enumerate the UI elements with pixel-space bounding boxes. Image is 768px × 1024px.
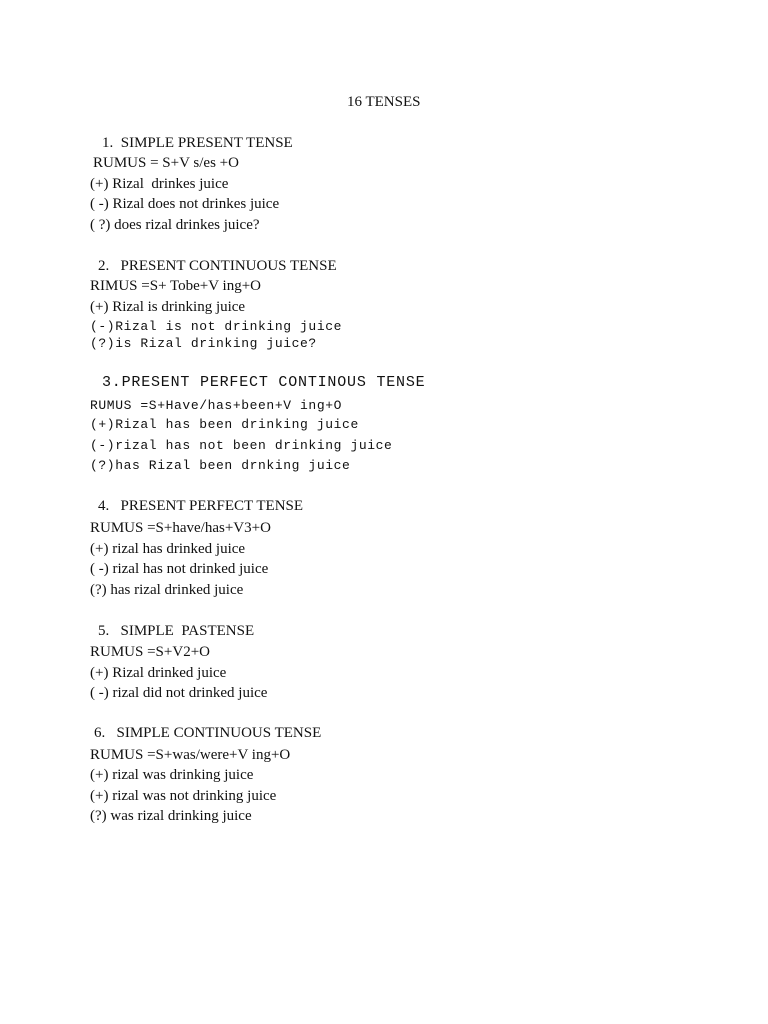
section-heading: 6. SIMPLE CONTINUOUS TENSE: [94, 725, 322, 741]
formula-line: RUMUS =S+have/has+V3+O: [90, 520, 271, 536]
section-heading: 5. SIMPLE PASTENSE: [98, 623, 255, 639]
example-line: (+)Rizal has been drinking juice: [90, 417, 359, 432]
section-heading: 1. SIMPLE PRESENT TENSE: [102, 135, 293, 151]
example-line: (+) Rizal drinkes juice: [90, 176, 229, 192]
example-line: (+) Rizal is drinking juice: [90, 299, 246, 315]
example-line: (+) rizal was not drinking juice: [90, 788, 277, 804]
example-line: (-)Rizal is not drinking juice: [90, 319, 343, 334]
example-line: ( -) rizal has not drinked juice: [90, 561, 269, 577]
example-line: (+) Rizal drinked juice: [90, 665, 227, 681]
formula-line: RUMUS =S+V2+O: [90, 644, 210, 660]
example-line: (+) rizal has drinked juice: [90, 541, 246, 557]
example-line: (?) was rizal drinking juice: [90, 808, 252, 824]
formula-line: RUMUS = S+V s/es +O: [93, 155, 239, 171]
example-line: (?)is Rizal drinking juice?: [90, 336, 317, 351]
formula-line: RIMUS =S+ Tobe+V ing+O: [90, 278, 262, 294]
example-line: (?) has rizal drinked juice: [90, 582, 244, 598]
section-heading: 2. PRESENT CONTINUOUS TENSE: [98, 258, 337, 274]
section-heading: 4. PRESENT PERFECT TENSE: [98, 498, 304, 514]
example-line: (+) rizal was drinking juice: [90, 767, 254, 783]
example-line: ( -) Rizal does not drinkes juice: [90, 196, 280, 212]
section-heading: 3.PRESENT PERFECT CONTINOUS TENSE: [102, 374, 426, 391]
page-title: 16 TENSES: [347, 94, 421, 110]
example-line: ( -) rizal did not drinked juice: [90, 685, 268, 701]
example-line: ( ?) does rizal drinkes juice?: [90, 217, 260, 233]
example-line: (?)has Rizal been drnking juice: [90, 458, 351, 473]
formula-line: RUMUS =S+was/were+V ing+O: [90, 747, 291, 763]
formula-line: RUMUS =S+Have/has+been+V ing+O: [90, 398, 343, 413]
example-line: (-)rizal has not been drinking juice: [90, 438, 393, 453]
